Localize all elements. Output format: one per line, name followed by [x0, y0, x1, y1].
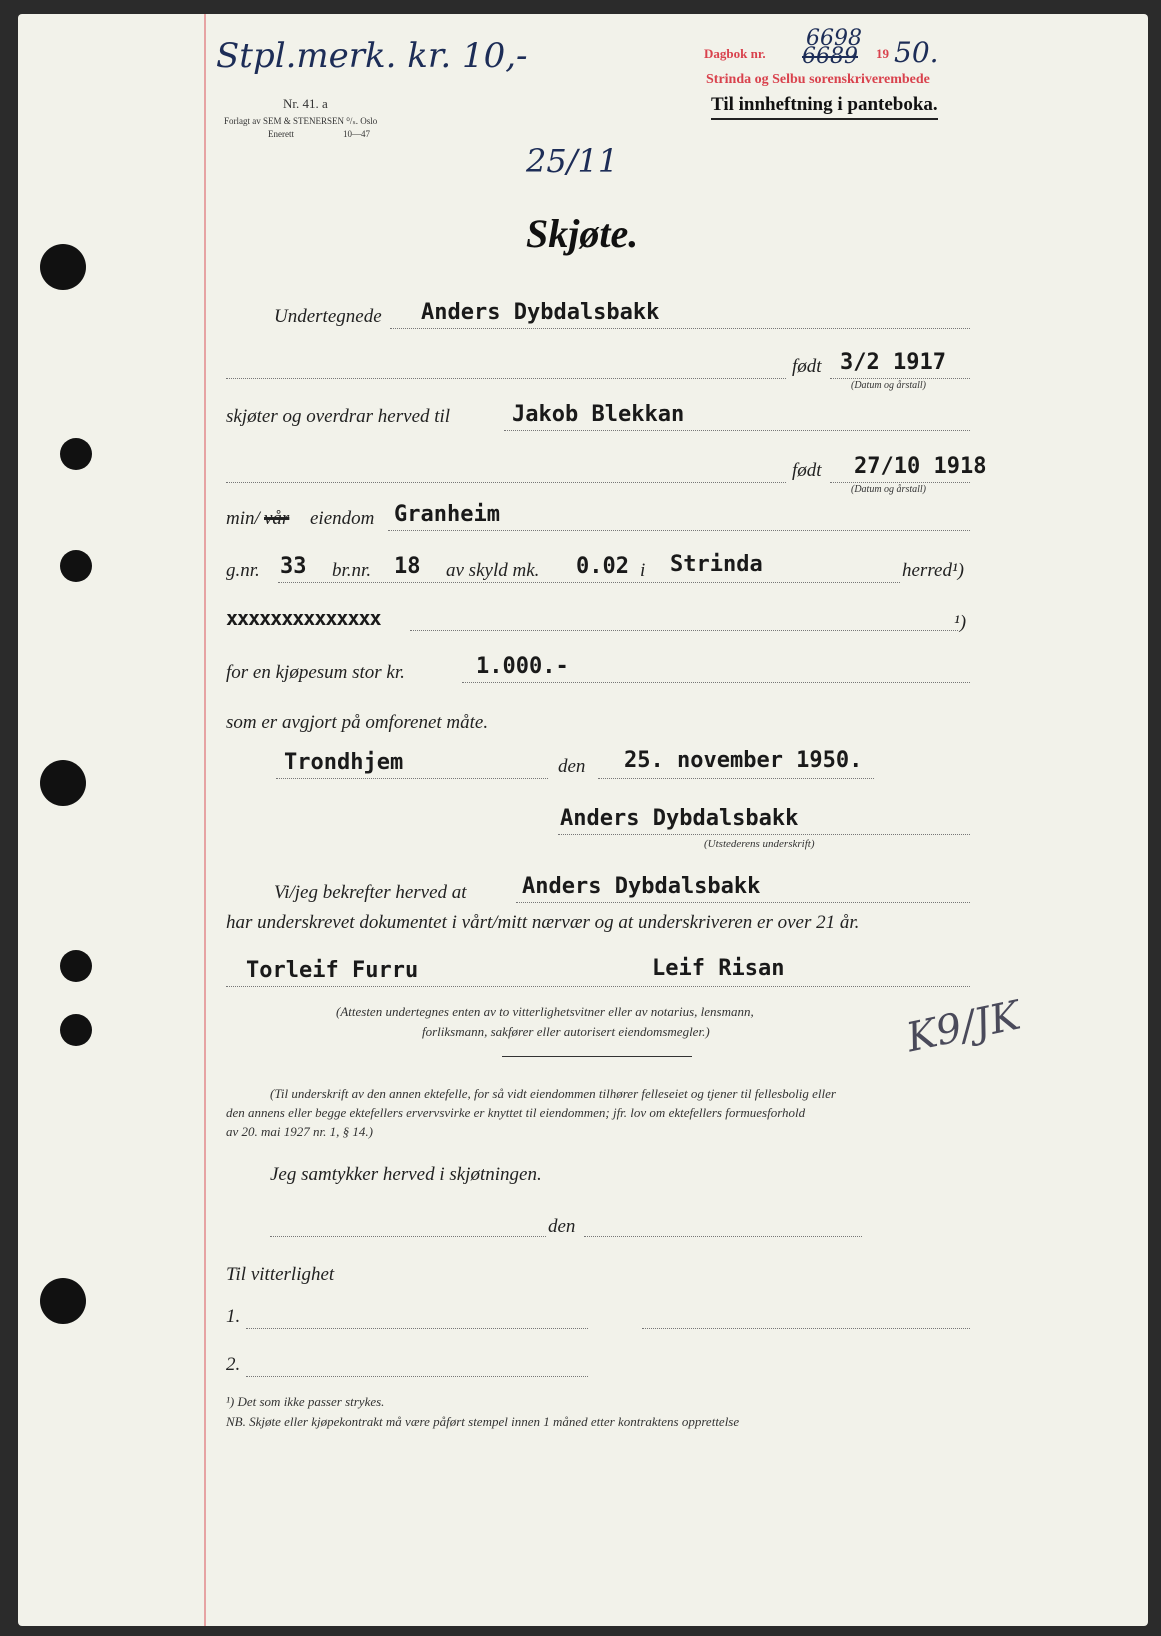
journal-prefix: Dagbok nr. [704, 46, 766, 61]
property-prefix: min/ [226, 508, 260, 529]
date: 25. november 1950. [624, 748, 863, 773]
dotted-line [642, 1328, 970, 1329]
spouse-note-2: den annens eller begge ektefellers ervervsvirke er knyttet til eiendommen; jfr. lov om ektefellers formuesforhold [226, 1105, 806, 1120]
punch-hole [60, 438, 92, 470]
date-note: 25/11 [526, 142, 619, 180]
date-den-label: den [558, 756, 586, 777]
attest-note-1: (Attesten undertegnes enten av to vitterlighetsvitner eller av notarius, lensmann, [336, 1004, 754, 1019]
property-label: eiendom [310, 508, 375, 529]
struck-line: xxxxxxxxxxxxxx [226, 606, 381, 630]
confirm-prefix: Vi/jeg bekrefter herved at [274, 882, 467, 903]
dotted-line [226, 986, 970, 987]
dotted-line [226, 378, 786, 379]
document-title: Skjøte. [526, 211, 639, 256]
stamp-duty-note: Stpl.merk. kr. 10,- [216, 36, 528, 76]
punch-hole [40, 760, 86, 806]
property-name: Granheim [394, 502, 500, 527]
journal-number-new: 6698 [806, 26, 862, 51]
dotted-line [278, 582, 900, 583]
gnr-value: 33 [280, 554, 307, 579]
in-label: i [640, 560, 646, 581]
skyld-label: av skyld mk. [446, 560, 540, 581]
dotted-line [462, 682, 970, 683]
settled-text: som er avgjort på omforenet måte. [226, 712, 489, 733]
price-label: for en kjøpesum stor kr. [226, 662, 405, 683]
footnote-1: ¹) Det som ikke passer strykes. [226, 1394, 385, 1409]
dotted-line [390, 328, 970, 329]
margin-line [204, 14, 206, 1626]
journal-year: 50. [894, 36, 939, 69]
bnr-value: 18 [394, 554, 421, 579]
consent-den: den [548, 1216, 576, 1237]
seller-birth: 3/2 1917 [840, 350, 946, 375]
dotted-line [246, 1328, 588, 1329]
consent-text: Jeg samtykker herved i skjøtningen. [270, 1164, 542, 1185]
transfer-text: skjøter og overdrar herved til [226, 406, 451, 427]
bnr-label: br.nr. [332, 560, 372, 581]
dotted-line [598, 778, 874, 779]
herred-label: herred¹) [902, 560, 964, 581]
court-office-stamp: Strinda og Selbu sorenskriverembede [706, 72, 930, 87]
date-hint: (Datum og årstall) [851, 484, 926, 495]
initials: K9/JK [902, 992, 1025, 1062]
dotted-line [830, 482, 970, 483]
witness-line-2: 2. [226, 1354, 241, 1375]
dotted-line [226, 482, 786, 483]
buyer-name: Jakob Blekkan [512, 402, 685, 427]
form-edition: 10—47 [343, 129, 370, 139]
skyld-value: 0.02 [576, 554, 629, 579]
dotted-line [276, 778, 548, 779]
punch-hole [60, 1014, 92, 1046]
confirm-name: Anders Dybdalsbakk [522, 874, 761, 899]
issuer-caption: (Utstederens underskrift) [704, 838, 815, 850]
footnote-mark: ¹) [954, 612, 967, 633]
dotted-line [584, 1236, 862, 1237]
witness-2: Leif Risan [652, 956, 785, 981]
dotted-line [504, 430, 970, 431]
witness-1: Torleif Furru [246, 958, 419, 983]
form-number: Nr. 41. a [283, 96, 328, 111]
issuer-signature: Anders Dybdalsbakk [560, 806, 799, 831]
punch-hole [40, 244, 86, 290]
born-label: født [792, 460, 822, 481]
property-struck: vår [264, 508, 290, 529]
journal-number-old: 6689 [802, 44, 858, 69]
document-page [18, 14, 1148, 1626]
filing-instruction: Til innheftning i panteboka. [711, 94, 938, 120]
dotted-line [410, 630, 958, 631]
undersigned-label: Undertegnede [274, 306, 382, 327]
date-hint: (Datum og årstall) [851, 380, 926, 391]
dotted-line [388, 530, 970, 531]
attest-note-2: forliksmann, sakfører eller autorisert eiendomsmegler.) [422, 1024, 710, 1039]
publisher-line-2: Enerett [268, 129, 294, 139]
publisher-line: Forlagt av SEM & STENERSEN ⁰/ₛ. Oslo [224, 116, 378, 126]
witness-line-1: 1. [226, 1306, 241, 1327]
seller-name: Anders Dybdalsbakk [421, 300, 660, 325]
divider [502, 1056, 692, 1057]
spouse-note-3: av 20. mai 1927 nr. 1, § 14.) [226, 1124, 373, 1139]
confirm-text: har underskrevet dokumentet i vårt/mitt nærvær og at underskriveren er over 21 år. [226, 912, 860, 933]
dotted-line [516, 902, 970, 903]
municipality: Strinda [670, 552, 763, 577]
journal-year-printed: 19 [876, 46, 889, 61]
dotted-line [830, 378, 970, 379]
spouse-note-1: (Til underskrift av den annen ektefelle, for så vidt eiendommen tilhører felleseiet og tjener til fellesbolig eller [270, 1086, 836, 1101]
price-value: 1.000.- [476, 654, 569, 679]
punch-hole [40, 1278, 86, 1324]
dotted-line [558, 834, 970, 835]
place: Trondhjem [284, 750, 404, 775]
footnote-2: NB. Skjøte eller kjøpekontrakt må være påført stempel innen 1 måned etter kontraktens opprettelse [226, 1414, 740, 1429]
punch-hole [60, 950, 92, 982]
witness-heading: Til vitterlighet [226, 1264, 335, 1285]
born-label: født [792, 356, 822, 377]
gnr-label: g.nr. [226, 560, 260, 581]
dotted-line [270, 1236, 546, 1237]
buyer-birth: 27/10 1918 [854, 454, 987, 479]
dotted-line [246, 1376, 588, 1377]
punch-hole [60, 550, 92, 582]
